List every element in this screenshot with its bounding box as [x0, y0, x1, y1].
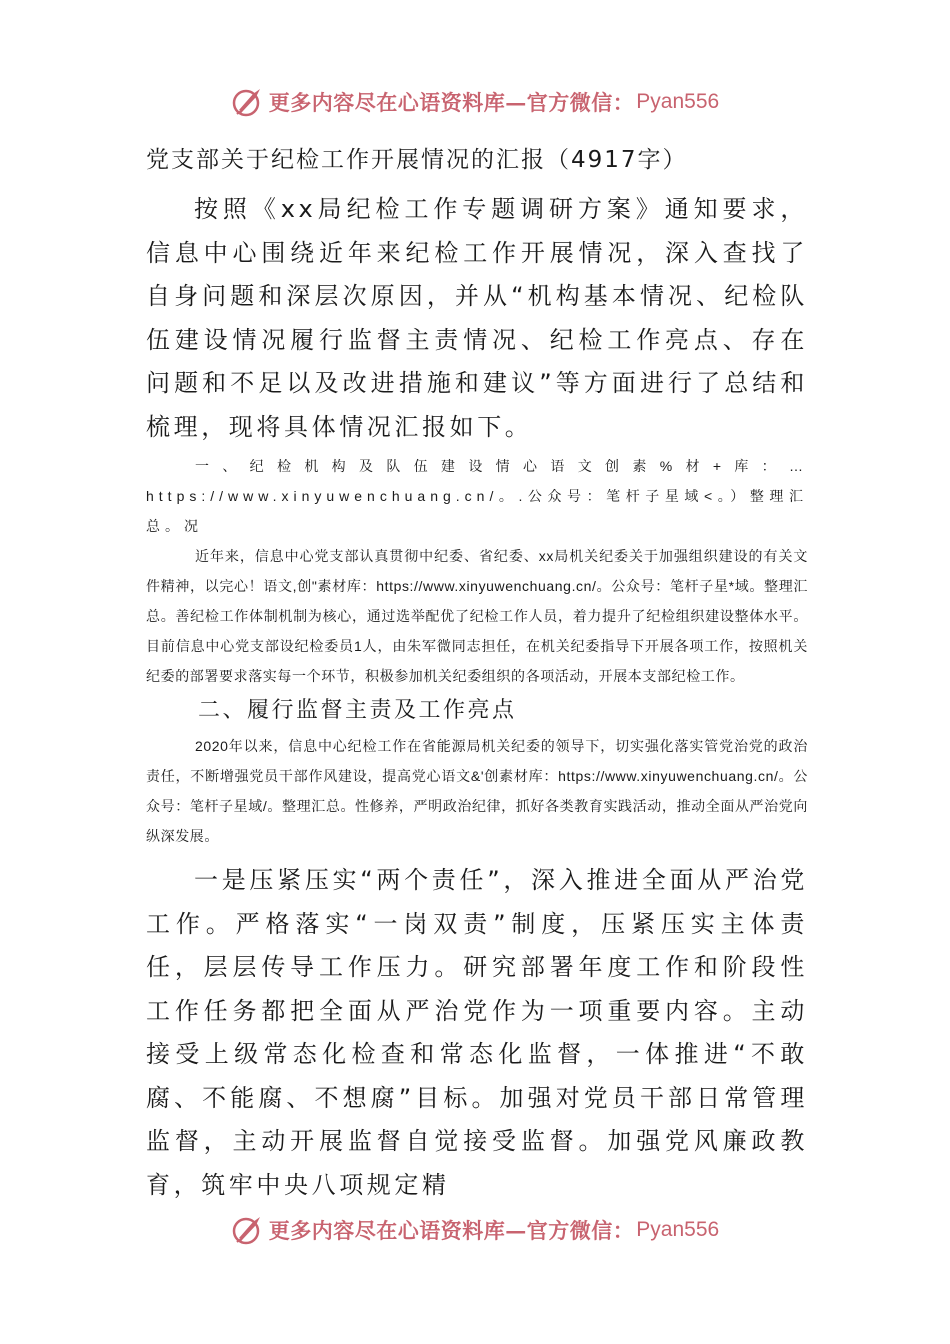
section1-heading-line: 一、纪检机构及队伍建设情心语文创素%材+库：…https://www.xinyuwenchuang.cn/。.公众号：笔杆子星域<。）整理汇总。况	[146, 458, 808, 534]
section2-paragraph: 2020年以来，信息中心纪检工作在省能源局机关纪委的领导下，切实强化落实管党治党的政治责任，不断增强党员干部作风建设，提高党心语文&'创素材库：https://www.xinyuwenchuang.cn/。公众号：笔杆子星域/。整理汇总。性修养，严明政治纪律，抓好各类教育实践活动，推动全面从严治党向纵深发展。	[146, 738, 808, 844]
document-title: 党支部关于纪检工作开展情况的汇报（4917字）	[146, 147, 688, 173]
point1-paragraph: 一是压紧压实“两个责任”，深入推进全面从严治党工作。严格落实“一岗双责”制度，压紧压实主体责任，层层传导工作压力。研究部署年度工作和阶段性工作任务都把全面从严治党作为一项重要内容。主动接受上级常态化检查和常态化监督，一体推进“不敢腐、不能腐、不想腐”目标。加强对党员干部日常管理监督，主动开展监督自觉接受监督。加强党风廉政教育，筑牢中央八项规定精	[146, 866, 808, 1199]
footer-banner	[0, 1210, 950, 1250]
header-banner	[0, 82, 950, 122]
banner-text: 更多内容尽在心语资料库—官方微信：	[268, 1218, 635, 1243]
intro-paragraph: 按照《xx局纪检工作专题调研方案》通知要求，信息中心围绕近年来纪检工作开展情况，深入查找了自身问题和深层次原因，并从“机构基本情况、纪检队伍建设情况履行监督主责情况、纪检工作亮点、存在问题和不足以及改进措施和建议”等方面进行了总结和梳理，现将具体情况汇报如下。	[146, 195, 808, 441]
banner-wechat-id: Pyan556	[636, 90, 720, 113]
section2-heading: 二、履行监督主责及工作亮点	[198, 698, 517, 723]
document-body	[146, 140, 808, 1207]
banner-text: 更多内容尽在心语资料库—官方微信：	[268, 90, 635, 115]
brush-logo-icon	[231, 85, 265, 119]
banner-wechat-id: Pyan556	[636, 1218, 720, 1241]
brush-logo-icon	[231, 1213, 265, 1247]
section1-paragraph: 近年来，信息中心党支部认真贯彻中纪委、省纪委、xx局机关纪委关于加强组织建设的有关文件精神，以完心！语文,创"素材库：https://www.xinyuwenchuang.cn/。公众号：笔杆子星*域。整理汇总。善纪检工作体制机制为核心，通过选举配优了纪检工作人员，着力提升了纪检组织建设整体水平。目前信息中心党支部设纪检委员1人，由朱军微同志担任，在机关纪委指导下开展各项工作，按照机关纪委的部署要求落实每一个环节，积极参加机关纪委组织的各项活动，开展本支部纪检工作。	[146, 548, 808, 684]
